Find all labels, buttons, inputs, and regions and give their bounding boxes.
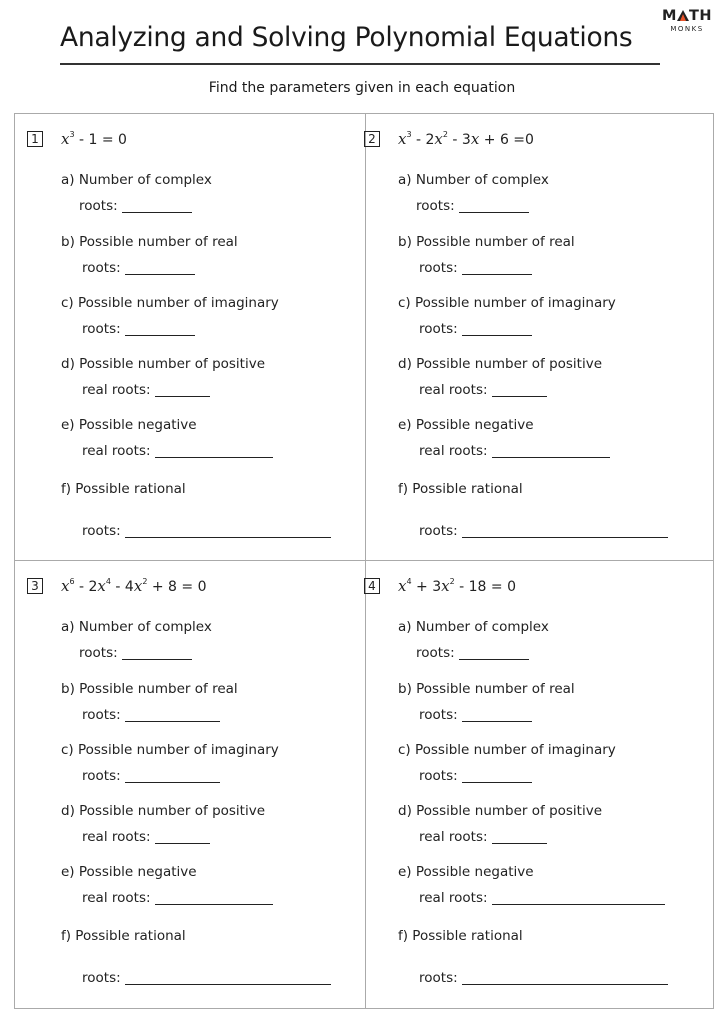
question-b [61,681,238,723]
eq-text: + 3 [411,579,442,595]
eq-var: x [398,130,407,148]
question-b [398,234,575,276]
question-f [398,928,523,986]
answer-blank-c[interactable] [462,769,532,783]
question-b-roots-label: roots: [82,707,121,723]
question-c-roots-label: roots: [82,768,121,784]
eq-text: - 1 = 0 [74,132,127,148]
question-d-label: d) Possible number of positive [61,356,266,372]
question-c-label: c) Possible number of imaginary [398,295,616,311]
question-a-roots-label: roots: [79,198,118,214]
question-c-label: c) Possible number of imaginary [61,742,279,758]
question-a-roots-label: roots: [416,198,455,214]
question-f-roots-label: roots: [82,523,121,539]
question-b-roots-label: roots: [82,260,121,276]
question-f [61,481,186,539]
question-a [61,172,212,214]
equation [61,577,206,595]
question-c-roots-label: roots: [419,768,458,784]
eq-text: - 4 [110,579,134,595]
question-e-roots-label: real roots: [82,443,151,459]
question-c [61,742,279,784]
question-e [398,417,534,459]
answer-blank-c[interactable] [125,322,195,336]
eq-var: x [61,577,70,595]
question-e [61,864,197,906]
answer-blank-f[interactable] [462,524,668,538]
answer-blank-a[interactable] [459,199,529,213]
answer-blank-e[interactable] [155,891,273,905]
eq-var: x [398,577,407,595]
triangle-icon [677,10,689,21]
question-e-label: e) Possible negative [398,417,534,433]
logo-subtext: MONKS [670,25,704,33]
question-a [398,172,549,214]
problem-number: 4 [364,578,380,594]
equation [61,130,127,148]
question-a-label: a) Number of complex [398,172,549,188]
answer-blank-d[interactable] [492,830,547,844]
eq-exp: 2 [142,577,148,586]
question-c-roots-label: roots: [419,321,458,337]
answer-blank-a[interactable] [459,646,529,660]
question-d-roots-label: real roots: [82,382,151,398]
question-b-label: b) Possible number of real [398,681,575,697]
problem-3 [27,578,363,1024]
eq-exp: 6 [69,577,75,586]
question-b-roots-label: roots: [419,707,458,723]
question-a-label: a) Number of complex [398,619,549,635]
instructions: Find the parameters given in each equation [208,80,516,96]
answer-blank-b[interactable] [125,708,220,722]
answer-blank-b[interactable] [462,261,532,275]
question-b-label: b) Possible number of real [61,681,238,697]
eq-text: - 2 [411,132,435,148]
eq-exp: 3 [406,130,412,139]
problem-number: 2 [364,131,380,147]
question-a-roots-label: roots: [416,645,455,661]
answer-blank-c[interactable] [125,769,220,783]
question-f-label: f) Possible rational [61,928,186,944]
question-f-roots-label: roots: [419,970,458,986]
question-d [61,803,266,845]
question-e-label: e) Possible negative [61,417,197,433]
question-d-roots-label: real roots: [419,829,488,845]
question-b-label: b) Possible number of real [398,234,575,250]
question-e-roots-label: real roots: [419,890,488,906]
logo-letter-m: M [662,8,677,24]
question-f-roots-label: roots: [419,523,458,539]
equation [398,130,534,148]
problem-number: 3 [27,578,43,594]
eq-exp: 3 [69,130,75,139]
question-c-label: c) Possible number of imaginary [398,742,616,758]
question-d-label: d) Possible number of positive [61,803,266,819]
answer-blank-b[interactable] [462,708,532,722]
answer-blank-f[interactable] [462,971,668,985]
question-d-label: d) Possible number of positive [398,356,603,372]
question-f-label: f) Possible rational [61,481,186,497]
question-b-label: b) Possible number of real [61,234,238,250]
eq-text: - 2 [74,579,98,595]
question-a [398,619,549,661]
logo-wordmark [659,8,715,25]
eq-exp: 2 [442,130,448,139]
question-e-roots-label: real roots: [82,890,151,906]
question-d [61,356,266,398]
question-b [61,234,238,276]
question-c [61,295,279,337]
question-f-roots-label: roots: [82,970,121,986]
problem-4 [364,578,700,1024]
eq-text: - 3 [447,132,471,148]
eq-var: x [470,130,480,148]
answer-blank-c[interactable] [462,322,532,336]
question-c-label: c) Possible number of imaginary [61,295,279,311]
page-title: Analyzing and Solving Polynomial Equations [60,22,633,53]
eq-exp: 4 [105,577,111,586]
eq-exp: 4 [406,577,412,586]
eq-text: - 18 = 0 [454,579,516,595]
question-d-roots-label: real roots: [419,382,488,398]
question-e-label: e) Possible negative [61,864,197,880]
question-c [398,295,616,337]
question-c-roots-label: roots: [82,321,121,337]
eq-text: + 6 =0 [479,132,534,148]
question-d-label: d) Possible number of positive [398,803,603,819]
question-d [398,803,603,845]
answer-blank-f[interactable] [125,524,331,538]
question-d [398,356,603,398]
eq-var: x [61,130,70,148]
answer-blank-a[interactable] [122,199,192,213]
title-underline [60,63,660,65]
question-a-label: a) Number of complex [61,172,212,188]
question-e [61,417,197,459]
answer-blank-f[interactable] [125,971,331,985]
eq-var: x [441,577,450,595]
question-f [61,928,186,986]
question-f-label: f) Possible rational [398,928,523,944]
answer-blank-d[interactable] [155,830,210,844]
eq-var: x [434,130,443,148]
worksheet-grid [14,113,714,1009]
equation [398,577,516,595]
answer-blank-d[interactable] [492,383,547,397]
eq-var: x [133,577,143,595]
question-b [398,681,575,723]
problem-number: 1 [27,131,43,147]
question-f-label: f) Possible rational [398,481,523,497]
problem-2 [364,131,700,577]
question-e [398,864,534,906]
answer-blank-e[interactable] [155,444,273,458]
question-a-label: a) Number of complex [61,619,212,635]
answer-blank-a[interactable] [122,646,192,660]
question-b-roots-label: roots: [419,260,458,276]
answer-blank-e[interactable] [492,891,665,905]
eq-var: x [97,577,106,595]
question-f [398,481,523,539]
answer-blank-b[interactable] [125,261,195,275]
logo-letters-th: TH [688,8,712,24]
question-d-roots-label: real roots: [82,829,151,845]
question-e-label: e) Possible negative [398,864,534,880]
eq-text: + 8 = 0 [147,579,207,595]
question-e-roots-label: real roots: [419,443,488,459]
question-a [61,619,212,661]
eq-exp: 2 [449,577,455,586]
answer-blank-e[interactable] [492,444,610,458]
question-c [398,742,616,784]
math-monks-logo [659,8,715,34]
answer-blank-d[interactable] [155,383,210,397]
problem-1 [27,131,363,577]
question-a-roots-label: roots: [79,645,118,661]
